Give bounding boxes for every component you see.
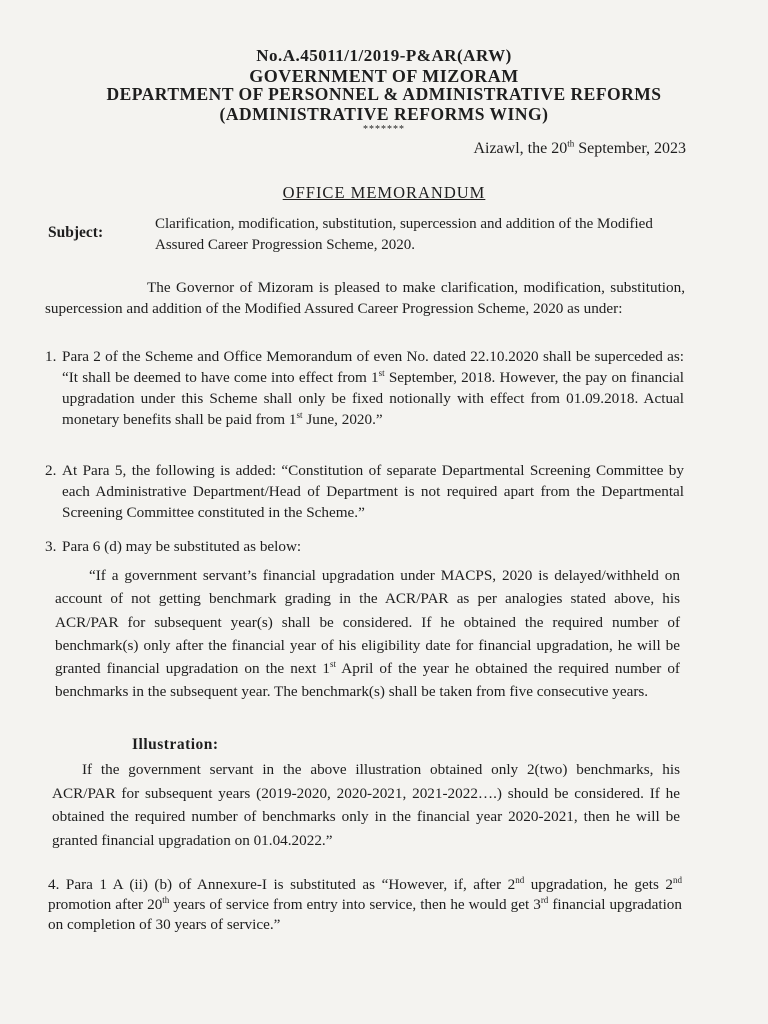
illustration-text: If the government servant in the above illustration obtained only 2(two) benchmarks, his ACR/PAR for subsequent years (2019-2020, 2020-2021, 2021-2022….) should be considered. If he obtained the required number of benchmarks only in the financial year 2020-2021, then he will be granted financial upgradation on 01.04.2022.” [52,761,680,849]
memo-date: Aizawl, the 20th September, 2023 [473,138,686,157]
separator-stars: ******* [363,124,405,135]
item-number: 3. [45,538,57,555]
intro-paragraph: The Governor of Mizoram is pleased to make clarification, modification, substitution, supercession and addition of the Modified Assured Career Progression Scheme, 2020 as under: [45,279,685,317]
item-3-paragraph: Para 6 (d) may be substituted as below: [62,538,302,555]
subject-text: Clarification, modification, substitution, supercession and addition of the Modified Assured Career Progression Scheme, 2020. [155,216,653,253]
item-number: 1. [45,348,57,365]
subject-label: Subject: [48,224,104,241]
memo-title: OFFICE MEMORANDUM [282,183,486,202]
department-heading: DEPARTMENT OF PERSONNEL & ADMINISTRATIVE REFORMS [106,84,662,104]
item-3-quote: “If a government servant’s financial upgradation under MACPS, 2020 is delayed/withheld on account of not getting benchmark grading in the ACR/PAR as per analogies stated above, his ACR/PAR for subsequent year(s) shall be considered. If he obtained the required number of benchmark(s) only after the financial year of his eligibility date for financial upgradation, he will be granted financial upgradation on the next 1st April of the year he obtained the required number of benchmarks in the subsequent year. The benchmark(s) shall be taken from five consecutive years. [55,567,680,701]
item-2-paragraph: At Para 5, the following is added: “Constitution of separate Departmental Screening Committee by each Administrative Department/Head of Department is not required apart from the Departmental Screening Committee constituted in the Scheme.” [62,462,684,521]
item-number: 2. [45,462,57,479]
item-1-paragraph: Para 2 of the Scheme and Office Memorandum of even No. dated 22.10.2020 shall be superceded as: “It shall be deemed to have come into effect from 1st September, 2018. However, the pay on financial upgradation under this Scheme shall only be fixed notionally with effect from 01.09.2018. Actual monetary benefits shall be paid from 1st June, 2020.” [62,348,684,428]
government-heading: GOVERNMENT OF MIZORAM [249,66,519,86]
memo-number: No.A.45011/1/2019-P&AR(ARW) [256,46,512,65]
illustration-heading: Illustration: [132,736,219,753]
wing-heading: (ADMINISTRATIVE REFORMS WING) [219,104,549,124]
item-4-paragraph: 4. Para 1 A (ii) (b) of Annexure-I is substituted as “However, if, after 2nd upgradation, he gets 2nd promotion after 20th years of service from entry into service, then he would get 3rd financial upgradation on completion of 30 years of service.” [48,874,682,933]
